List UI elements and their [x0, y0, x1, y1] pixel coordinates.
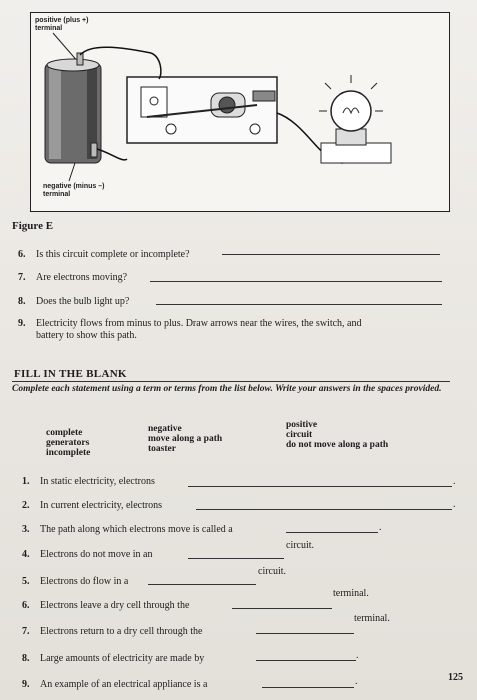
answer-line-statement-1[interactable]: [188, 486, 452, 487]
term-column-3: [286, 420, 388, 450]
answer-line-statement-7[interactable]: [256, 633, 354, 634]
statement-end: circuit.: [286, 540, 315, 551]
statement-text: The path along which electrons move is called a: [40, 524, 233, 535]
question-text: Are electrons moving?: [36, 272, 128, 283]
statement-number: 7.: [22, 626, 30, 637]
statement-number: 6.: [22, 600, 30, 611]
statement-end: .: [355, 676, 358, 687]
answer-line-6[interactable]: [222, 254, 440, 255]
term-column-1: [46, 428, 90, 458]
question-number: 6.: [18, 249, 26, 260]
question-7: [18, 272, 127, 284]
term-item: positive: [286, 420, 318, 430]
question-9: [18, 318, 468, 342]
answer-line-8[interactable]: [156, 304, 442, 305]
statement-number: 2.: [22, 500, 30, 511]
statement-number: 1.: [22, 476, 30, 487]
positive-label-line1: positive (plus +): [35, 17, 89, 24]
statement-2: [22, 500, 162, 512]
negative-label-line1: negative (minus –): [43, 183, 105, 190]
statement-end: .: [453, 476, 456, 487]
answer-line-statement-5[interactable]: [148, 584, 256, 585]
term-item: do not move along a path: [286, 440, 389, 450]
question-text: Does the bulb light up?: [36, 296, 130, 307]
statement-text: In current electricity, electrons: [40, 500, 163, 511]
question-8: [18, 296, 129, 308]
statement-8: [22, 653, 204, 665]
statement-end: terminal.: [333, 588, 369, 599]
question-text: Electricity flows from minus to plus. Draw arrows near the wires, the switch, and: [36, 318, 362, 329]
statement-9: [22, 679, 207, 691]
statement-end: .: [379, 522, 382, 533]
answer-line-statement-2[interactable]: [196, 509, 452, 510]
term-item: generators: [46, 438, 90, 448]
answer-line-statement-8[interactable]: [256, 660, 356, 661]
statement-number: 3.: [22, 524, 30, 535]
answer-line-statement-4[interactable]: [188, 558, 284, 559]
battery-icon: [45, 53, 101, 163]
statement-number: 5.: [22, 576, 30, 587]
question-number: 9.: [18, 318, 26, 329]
statement-end: .: [356, 650, 359, 661]
statement-6: [22, 600, 189, 612]
statement-text: Electrons do not move in an: [40, 549, 153, 560]
light-bulb-icon: [319, 75, 391, 163]
statement-text: Electrons leave a dry cell through the: [40, 600, 190, 611]
term-item: circuit: [286, 430, 313, 440]
statement-7: [22, 626, 202, 638]
statement-4: [22, 549, 152, 561]
positive-leader-line: [53, 33, 79, 63]
statement-text: Electrons return to a dry cell through the: [40, 626, 203, 637]
answer-line-statement-6[interactable]: [232, 608, 332, 609]
question-text-continued: battery to show this path.: [36, 330, 137, 341]
positive-label-line2: terminal: [35, 25, 63, 32]
page-number: 125: [448, 672, 463, 683]
term-item: move along a path: [148, 434, 223, 444]
negative-leader-line: [69, 163, 75, 181]
term-item: toaster: [148, 444, 176, 454]
negative-label-line2: terminal: [43, 191, 71, 198]
statement-end: terminal.: [354, 613, 390, 624]
circuit-drawing: [31, 13, 449, 211]
statement-3: [22, 524, 233, 536]
question-6: [18, 249, 190, 261]
question-number: 7.: [18, 272, 26, 283]
statement-number: 9.: [22, 679, 30, 690]
statement-5: [22, 576, 128, 588]
statement-text: Large amounts of electricity are made by: [40, 653, 205, 664]
term-column-2: [148, 424, 222, 454]
statement-text: Electrons do flow in a: [40, 576, 129, 587]
statement-text: An example of an electrical appliance is a: [40, 679, 208, 690]
section-title: FILL IN THE BLANK: [14, 368, 127, 380]
question-text: Is this circuit complete or incomplete?: [36, 249, 190, 260]
term-item: negative: [148, 424, 182, 434]
answer-line-7[interactable]: [150, 281, 442, 282]
section-rule: [12, 381, 450, 382]
term-item: complete: [46, 428, 83, 438]
circuit-figure: [30, 12, 450, 212]
answer-line-statement-3[interactable]: [286, 532, 378, 533]
statement-number: 8.: [22, 653, 30, 664]
question-number: 8.: [18, 296, 26, 307]
term-item: incomplete: [46, 448, 91, 458]
switch-icon: [127, 77, 277, 143]
answer-line-statement-9[interactable]: [262, 687, 354, 688]
statement-number: 4.: [22, 549, 30, 560]
statement-1: [22, 476, 155, 488]
statement-end: circuit.: [258, 566, 287, 577]
statement-end: .: [453, 499, 456, 510]
figure-caption: Figure E: [12, 220, 54, 232]
instructions: Complete each statement using a term or terms from the list below. Write your answers in the spaces provided.: [12, 384, 442, 394]
statement-text: In static electricity, electrons: [40, 476, 155, 487]
